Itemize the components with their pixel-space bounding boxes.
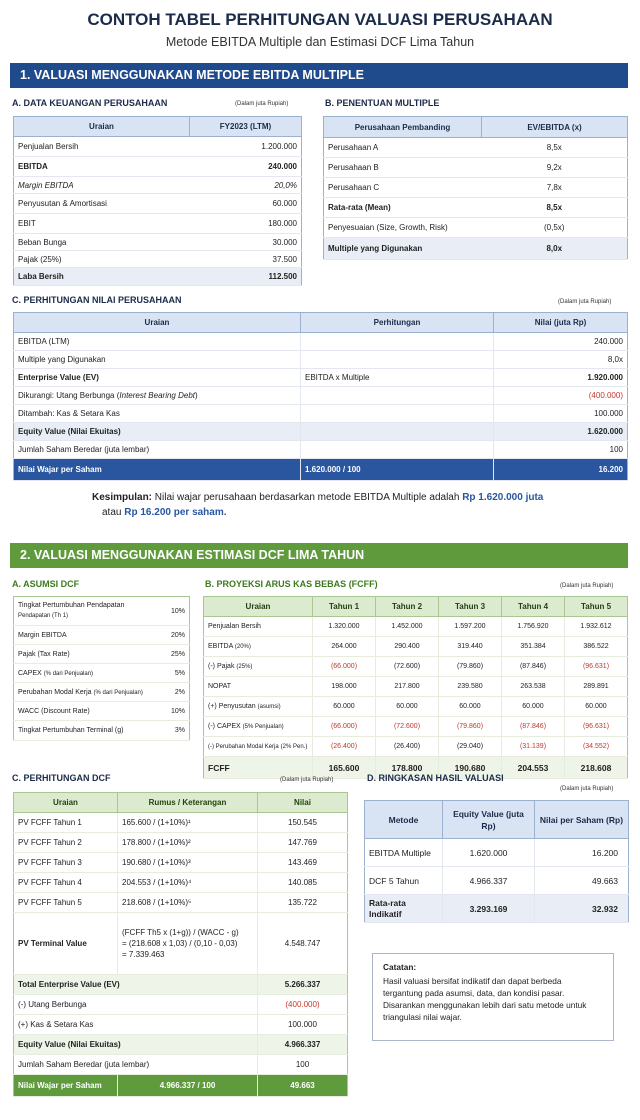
table-row [14,423,628,441]
cell: 100.000 [494,405,628,423]
cell [14,597,162,626]
table-row [14,626,190,645]
cell-note: (20%) [234,644,251,650]
cell: Perusahaan B [324,158,482,178]
cell: Margin EBITDA [14,626,162,645]
cell: 16.200 [535,839,629,867]
cell: 60.000 [313,697,376,717]
table-row [14,1015,348,1035]
table-row [14,664,190,683]
conclusion-value: Rp 1.620.000 juta [462,492,544,503]
table-row [14,351,628,369]
cell: 4.966.337 [258,1035,348,1055]
table-row [14,721,190,741]
dcf-calculation-table [13,792,348,1097]
cell: 351.384 [502,637,565,657]
table-row [14,1035,348,1055]
cell: 1.620.000 / 100 [301,459,494,481]
cell: (29.040) [439,737,502,757]
table-row [365,895,629,923]
cell: (+) Kas & Setara Kas [14,1015,258,1035]
table-row [14,251,302,268]
cell: 1.320.000 [313,617,376,637]
cell: PV Terminal Value [14,913,118,975]
cell: 9,2x [482,158,628,178]
cell: (34.552) [565,737,628,757]
cell: 180.000 [190,214,302,234]
cell: 1.620.000 [443,839,535,867]
cell: Laba Bersih [14,268,190,286]
cell: Multiple yang Digunakan [14,351,301,369]
cell: PV FCFF Tahun 4 [14,873,118,893]
cell: 8,0x [482,238,628,260]
table-row [14,853,348,873]
col-header: Tahun 5 [565,597,628,617]
cell: 100.000 [258,1015,348,1035]
cell: Pajak (Tax Rate) [14,645,162,664]
table-row [204,657,628,677]
cell: PV FCFF Tahun 3 [14,853,118,873]
cell [118,913,258,975]
cell: 1.200.000 [190,137,302,157]
cell: 1.597.200 [439,617,502,637]
cell-text: (+) Penyusutan [208,703,256,710]
cell: (-) Utang Berbunga [14,995,258,1015]
cell: (26.400) [376,737,439,757]
s2c-title: C. PERHITUNGAN DCF [12,773,111,783]
col-header: Tahun 4 [502,597,565,617]
cell: 8,0x [494,351,628,369]
cell: 135.722 [258,893,348,913]
col-header: Uraian [14,313,301,333]
cell-note: (2% Pen.) [280,744,308,750]
cell: 20,0% [190,177,302,194]
col-header: EV/EBITDA (x) [482,117,628,138]
cell: 10% [162,702,190,721]
cell: 240.000 [190,157,302,177]
cell: (400.000) [258,995,348,1015]
col-header: Uraian [14,117,190,137]
cell [301,441,494,459]
cell: 1.920.000 [494,369,628,387]
cell: 240.000 [494,333,628,351]
cell: 218.608 / (1+10%)⁵ [118,893,258,913]
cell-text: (-) CAPEX [208,723,241,730]
s1c-unit: (Dalam juta Rupiah) [558,299,612,305]
s2d-unit: (Dalam juta Rupiah) [560,786,614,792]
table-row [204,617,628,637]
cell: NOPAT [204,677,313,697]
cell: (96.631) [565,717,628,737]
table-row [204,737,628,757]
cell: Penjualan Bersih [14,137,190,157]
s1a-unit: (Dalam juta Rupiah) [235,101,289,107]
cell: 20% [162,626,190,645]
cell: 25% [162,645,190,664]
cell: 112.500 [190,268,302,286]
notes-title: Catatan: [383,962,417,972]
valuation-summary-table [364,800,629,923]
cell-text: Tingkat Pertumbuhan Pendapatan [18,602,125,609]
cell: 37.500 [190,251,302,268]
cell-note: (25%) [236,664,253,670]
notes-box [372,953,614,1041]
cell: (87.846) [502,657,565,677]
table-row [14,333,628,351]
cell: 190.680 / (1+10%)³ [118,853,258,873]
cell: 7,8x [482,178,628,198]
cell-note: Pendapatan (Th 1) [18,613,69,619]
cell: 150.545 [258,813,348,833]
cell: 1.932.612 [565,617,628,637]
cell: Penyesuaian (Size, Growth, Risk) [324,218,482,238]
col-header: Metode [365,801,443,839]
s1b-title: B. PENENTUAN MULTIPLE [325,98,440,108]
cell-text: Perubahan Modal Kerja [18,688,92,696]
cell: FCFF [204,757,313,779]
cell: Beban Bunga [14,234,190,251]
cell-text: EBITDA [208,643,233,650]
dcf-assumptions-table [13,596,190,741]
col-header: Nilai (juta Rp) [494,313,628,333]
cell: EBITDA Multiple [365,839,443,867]
cell: 8,5x [482,138,628,158]
table-row [324,218,628,238]
col-header: Uraian [204,597,313,617]
table-row [14,1055,348,1075]
table-row [14,177,302,194]
cell-note: (5% Penjualan) [242,724,284,730]
cell [204,657,313,677]
cell: 178.800 / (1+10%)² [118,833,258,853]
cell: (96.631) [565,657,628,677]
table-row [14,214,302,234]
cell: Jumlah Saham Beredar (juta lembar) [14,1055,258,1075]
table-row [14,597,190,626]
col-header: Rumus / Keterangan [118,793,258,813]
table-row [14,683,190,702]
table-row [14,975,348,995]
s2b-title: B. PROYEKSI ARUS KAS BEBAS (FCFF) [205,579,378,589]
table-row [324,158,628,178]
cell: 264.000 [313,637,376,657]
col-header: Tahun 3 [439,597,502,617]
cell: 190.680 [439,757,502,779]
cell: 3.293.169 [443,895,535,923]
conclusion-label: Kesimpulan: [92,492,153,503]
s1a-title: A. DATA KEUANGAN PERUSAHAAN [12,98,168,108]
multiple-table [323,116,628,260]
col-header: Perhitungan [301,313,494,333]
col-header: Nilai [258,793,348,813]
cell-note: (% dari Penjualan) [93,689,143,696]
cell: Perusahaan A [324,138,482,158]
cell: 217.800 [376,677,439,697]
cell: Multiple yang Digunakan [324,238,482,260]
conclusion-text: Nilai wajar perusahaan berdasarkan metode EBITDA Multiple adalah [154,492,460,503]
cell: 4.966.337 [443,867,535,895]
table-row [14,645,190,664]
cell [204,637,313,657]
table-row [324,238,628,260]
cell: 204.553 [502,757,565,779]
table-row [14,268,302,286]
cell: PV FCFF Tahun 5 [14,893,118,913]
conclusion-text: atau [102,507,122,518]
table-row [14,1075,348,1097]
table-row [14,441,628,459]
cell: 49.663 [258,1075,348,1097]
s2d-title: D. RINGKASAN HASIL VALUASI [367,773,504,783]
table-row [324,178,628,198]
table-row [14,137,302,157]
cell: 4.966.337 / 100 [118,1075,258,1097]
cell-text: (-) Pajak [208,663,235,670]
cell: Equity Value (Nilai Ekuitas) [14,423,301,441]
cell: 5% [162,664,190,683]
cell [301,405,494,423]
cell: DCF 5 Tahun [365,867,443,895]
cell: 1.620.000 [494,423,628,441]
s1c-title: C. PERHITUNGAN NILAI PERUSAHAAN [12,295,182,305]
fcff-projection-table [203,596,628,779]
cell: (79.860) [439,717,502,737]
cell [301,423,494,441]
cell: 218.608 [565,757,628,779]
cell [204,697,313,717]
table-row [14,234,302,251]
cell [14,664,162,683]
cell [204,737,313,757]
cell: Margin EBITDA [14,177,190,194]
cell: EBIT [14,214,190,234]
cell: 100 [494,441,628,459]
cell: 178.800 [376,757,439,779]
cell: 147.769 [258,833,348,853]
table-row [14,194,302,214]
cell: 290.400 [376,637,439,657]
financial-data-table [13,116,302,286]
cell: Pajak (25%) [14,251,190,268]
cell: (400.000) [494,387,628,405]
cell: 1.756.920 [502,617,565,637]
conclusion [92,490,622,520]
cell: Perusahaan C [324,178,482,198]
table-row [204,697,628,717]
cell: Rata-rata (Mean) [324,198,482,218]
cell: PV FCFF Tahun 2 [14,833,118,853]
table-row [14,833,348,853]
s2b-unit: (Dalam juta Rupiah) [560,583,614,589]
cell: 32.932 [535,895,629,923]
table-row [204,637,628,657]
cell: 60.000 [565,697,628,717]
cell: Ditambah: Kas & Setara Kas [14,405,301,423]
col-header: Nilai per Saham (Rp) [535,801,629,839]
notes-text: Hasil valuasi bersifat indikatif dan dapat berbeda tergantung pada asumsi, data, dan kondisi pasar. Disarankan menggunakan lebih dari satu metode untuk triangulasi nilai wajar. [383,976,587,1022]
table-row [14,405,628,423]
cell [301,351,494,369]
table-row [204,677,628,697]
col-header: Tahun 1 [313,597,376,617]
cell: 49.663 [535,867,629,895]
table-row [14,995,348,1015]
table-row [324,138,628,158]
cell: (0,5x) [482,218,628,238]
cell [301,387,494,405]
cell: 289.891 [565,677,628,697]
cell: (66.000) [313,717,376,737]
cell: Penjualan Bersih [204,617,313,637]
cell-text: CAPEX [18,669,42,677]
cell: 239.580 [439,677,502,697]
table-row [365,867,629,895]
cell: 319.440 [439,637,502,657]
cell [14,683,162,702]
table-row [14,369,628,387]
cell: 143.469 [258,853,348,873]
cell: (72.600) [376,717,439,737]
section-1-header: 1. VALUASI MENGGUNAKAN METODE EBITDA MULTIPLE [10,63,628,88]
cell: 5.266.337 [258,975,348,995]
s2c-unit: (Dalam juta Rupiah) [280,777,334,783]
table-row [14,873,348,893]
cell: Total Enterprise Value (EV) [14,975,258,995]
table-row [14,813,348,833]
cell: Penyusutan & Amortisasi [14,194,190,214]
col-header: FY2023 (LTM) [190,117,302,137]
cell: Enterprise Value (EV) [14,369,301,387]
cell: 2% [162,683,190,702]
col-header: Equity Value (juta Rp) [443,801,535,839]
table-row [14,387,628,405]
table-row [365,839,629,867]
cell: 4.548.747 [258,913,348,975]
cell: 60.000 [439,697,502,717]
cell: 204.553 / (1+10%)⁴ [118,873,258,893]
cell: 60.000 [502,697,565,717]
cell: (72.600) [376,657,439,677]
cell [204,717,313,737]
cell: 386.522 [565,637,628,657]
cell: (66.000) [313,657,376,677]
enterprise-value-table [13,312,628,481]
formula-line: = (218.608 x 1,03) / (0,10 - 0,03) [122,939,238,948]
table-row [324,198,628,218]
cell: Jumlah Saham Beredar (juta lembar) [14,441,301,459]
cell: Nilai Wajar per Saham [14,459,301,481]
table-row [14,459,628,481]
col-header: Perusahaan Pembanding [324,117,482,138]
cell: (87.846) [502,717,565,737]
page-title: CONTOH TABEL PERHITUNGAN VALUASI PERUSAHAAN [87,10,553,29]
cell: Dikurangi: Utang Berbunga (Interest Bearing Debt) [14,387,301,405]
cell-note: (asumsi) [257,704,281,710]
col-header: Tahun 2 [376,597,439,617]
table-row [14,702,190,721]
cell: 165.600 / (1+10%)¹ [118,813,258,833]
cell: EBITDA (LTM) [14,333,301,351]
cell: 100 [258,1055,348,1075]
cell: (79.860) [439,657,502,677]
cell: 198.000 [313,677,376,697]
cell: Rata-rata Indikatif [365,895,443,923]
cell [301,333,494,351]
cell: Nilai Wajar per Saham [14,1075,118,1097]
table-row [204,717,628,737]
section-2-header: 2. VALUASI MENGGUNAKAN ESTIMASI DCF LIMA TAHUN [10,543,628,568]
cell-note: (% dari Penjualan) [43,670,94,677]
table-row [14,157,302,177]
cell: 16.200 [494,459,628,481]
cell: EBITDA [14,157,190,177]
col-header: Uraian [14,793,118,813]
cell: 1.452.000 [376,617,439,637]
cell: WACC (Discount Rate) [14,702,162,721]
formula-line: = 7.339.463 [122,950,165,959]
table-row [14,913,348,975]
s2a-title: A. ASUMSI DCF [12,579,80,589]
cell: 3% [162,721,190,741]
cell: 60.000 [190,194,302,214]
cell: Tingkat Pertumbuhan Terminal (g) [14,721,162,741]
cell: 165.600 [313,757,376,779]
cell: PV FCFF Tahun 1 [14,813,118,833]
cell: 60.000 [376,697,439,717]
cell: (26.400) [313,737,376,757]
page-subtitle: Metode EBITDA Multiple dan Estimasi DCF Lima Tahun [165,35,475,49]
table-row [14,893,348,913]
cell: Equity Value (Nilai Ekuitas) [14,1035,258,1055]
cell: (31.139) [502,737,565,757]
cell-text: (-) Perubahan Modal Kerja [208,744,279,750]
cell: EBITDA x Multiple [301,369,494,387]
conclusion-value: Rp 16.200 per saham. [124,507,227,518]
cell: 10% [162,597,190,626]
formula-line: (FCFF Th5 x (1+g)) / (WACC - g) [122,928,239,937]
cell: 30.000 [190,234,302,251]
cell: 140.085 [258,873,348,893]
cell: 8,5x [482,198,628,218]
cell: 263.538 [502,677,565,697]
